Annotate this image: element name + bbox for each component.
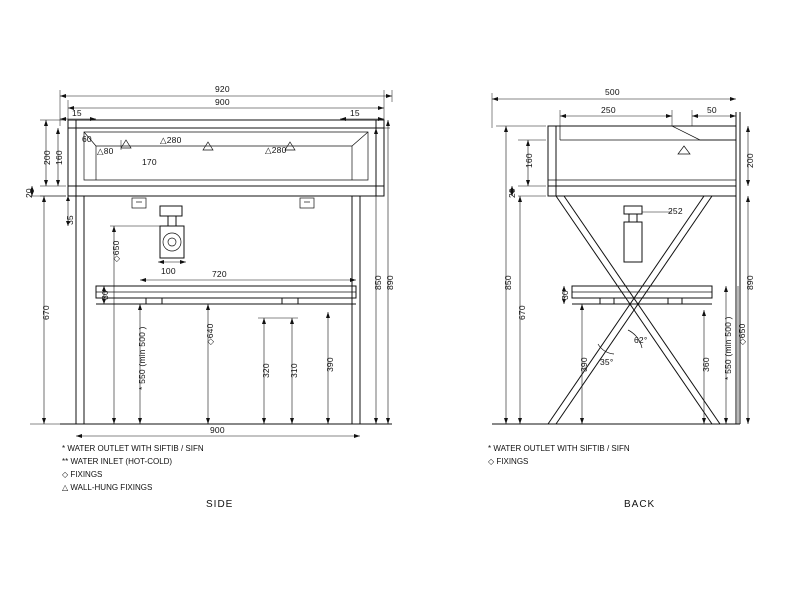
legend-back bbox=[488, 442, 630, 468]
dim-side-lower-310: 310 bbox=[289, 363, 299, 378]
dim-side-fixing-b: △280 bbox=[265, 145, 287, 155]
dim-side-fixing-a: △280 bbox=[160, 135, 182, 145]
view-label-back: BACK bbox=[624, 499, 656, 510]
dim-back-leg-360: 360 bbox=[701, 357, 711, 372]
dim-back-angle-62: 62° bbox=[634, 335, 648, 345]
dim-back-angle-35: 35° bbox=[600, 357, 614, 367]
dim-side-lower-390: 390 bbox=[325, 357, 335, 372]
dim-side-tap-height: 170 bbox=[142, 157, 157, 167]
dim-back-height-890: 890 bbox=[745, 275, 755, 290]
legend-side-line-4: △ WALL-HUNG FIXINGS bbox=[62, 483, 153, 492]
dim-side-fixing-left: △80 bbox=[97, 146, 114, 156]
dim-back-apron: 20 bbox=[507, 188, 517, 198]
dim-side-min-height: * 550 (min 500 ) bbox=[137, 326, 147, 390]
dim-side-left-margin: 15 bbox=[72, 108, 82, 118]
dim-side-apron: 20 bbox=[24, 188, 34, 198]
dim-back-shelf-height: ◇650 bbox=[737, 323, 747, 345]
dim-back-leg-390: 390 bbox=[579, 357, 589, 372]
dim-side-trap-width: 100 bbox=[161, 266, 176, 276]
dim-side-top-overall: 920 bbox=[215, 84, 230, 94]
legend-back-line-1: * WATER OUTLET WITH SIFTIB / SIFN bbox=[488, 444, 630, 453]
dim-side-bowl-inner: 160 bbox=[54, 150, 64, 165]
dim-side-height-850: 850 bbox=[373, 275, 383, 290]
dim-side-shelf-thk: 30 bbox=[100, 290, 110, 300]
dim-back-height-670: 670 bbox=[517, 305, 527, 320]
view-label-side: SIDE bbox=[206, 499, 234, 510]
dim-back-top-overall: 500 bbox=[605, 87, 620, 97]
dim-side-counter-edge: 60 bbox=[82, 134, 92, 144]
dim-side-height-670: 670 bbox=[41, 305, 51, 320]
legend-side bbox=[62, 442, 204, 494]
dim-side-right-margin: 15 bbox=[350, 108, 360, 118]
dim-back-height-850: 850 bbox=[503, 275, 513, 290]
dim-side-bottom-width: 900 bbox=[210, 425, 225, 435]
dim-side-bowl-outer: 200 bbox=[42, 150, 52, 165]
dim-side-top-inner: 900 bbox=[215, 97, 230, 107]
dim-back-top-inner: 250 bbox=[601, 105, 616, 115]
dim-side-lower-320: 320 bbox=[261, 363, 271, 378]
legend-back-line-2: ◇ FIXINGS bbox=[488, 457, 529, 466]
dim-back-bowl-inner: 160 bbox=[524, 153, 534, 168]
dim-side-shelf-width: 720 bbox=[212, 269, 227, 279]
legend-side-line-1: * WATER OUTLET WITH SIFTIB / SIFN bbox=[62, 444, 204, 453]
dim-side-bracket-h: 35 bbox=[65, 215, 75, 225]
dim-side-shelf-height: ◇640 bbox=[205, 323, 215, 345]
dim-back-min-height: * 550 (min 500 ) bbox=[723, 316, 733, 380]
legend-side-line-3: ◇ FIXINGS bbox=[62, 470, 103, 479]
dim-side-height-890: 890 bbox=[385, 275, 395, 290]
dim-back-tap-offset: 252 bbox=[668, 206, 683, 216]
legend-side-line-2: ** WATER INLET (HOT-COLD) bbox=[62, 457, 173, 466]
dim-back-top-right: 50 bbox=[707, 105, 717, 115]
dim-side-tap-floor: ◇650 bbox=[111, 240, 121, 262]
dim-back-bowl-outer: 200 bbox=[745, 153, 755, 168]
dim-back-shelf-thk: 30 bbox=[560, 290, 570, 300]
